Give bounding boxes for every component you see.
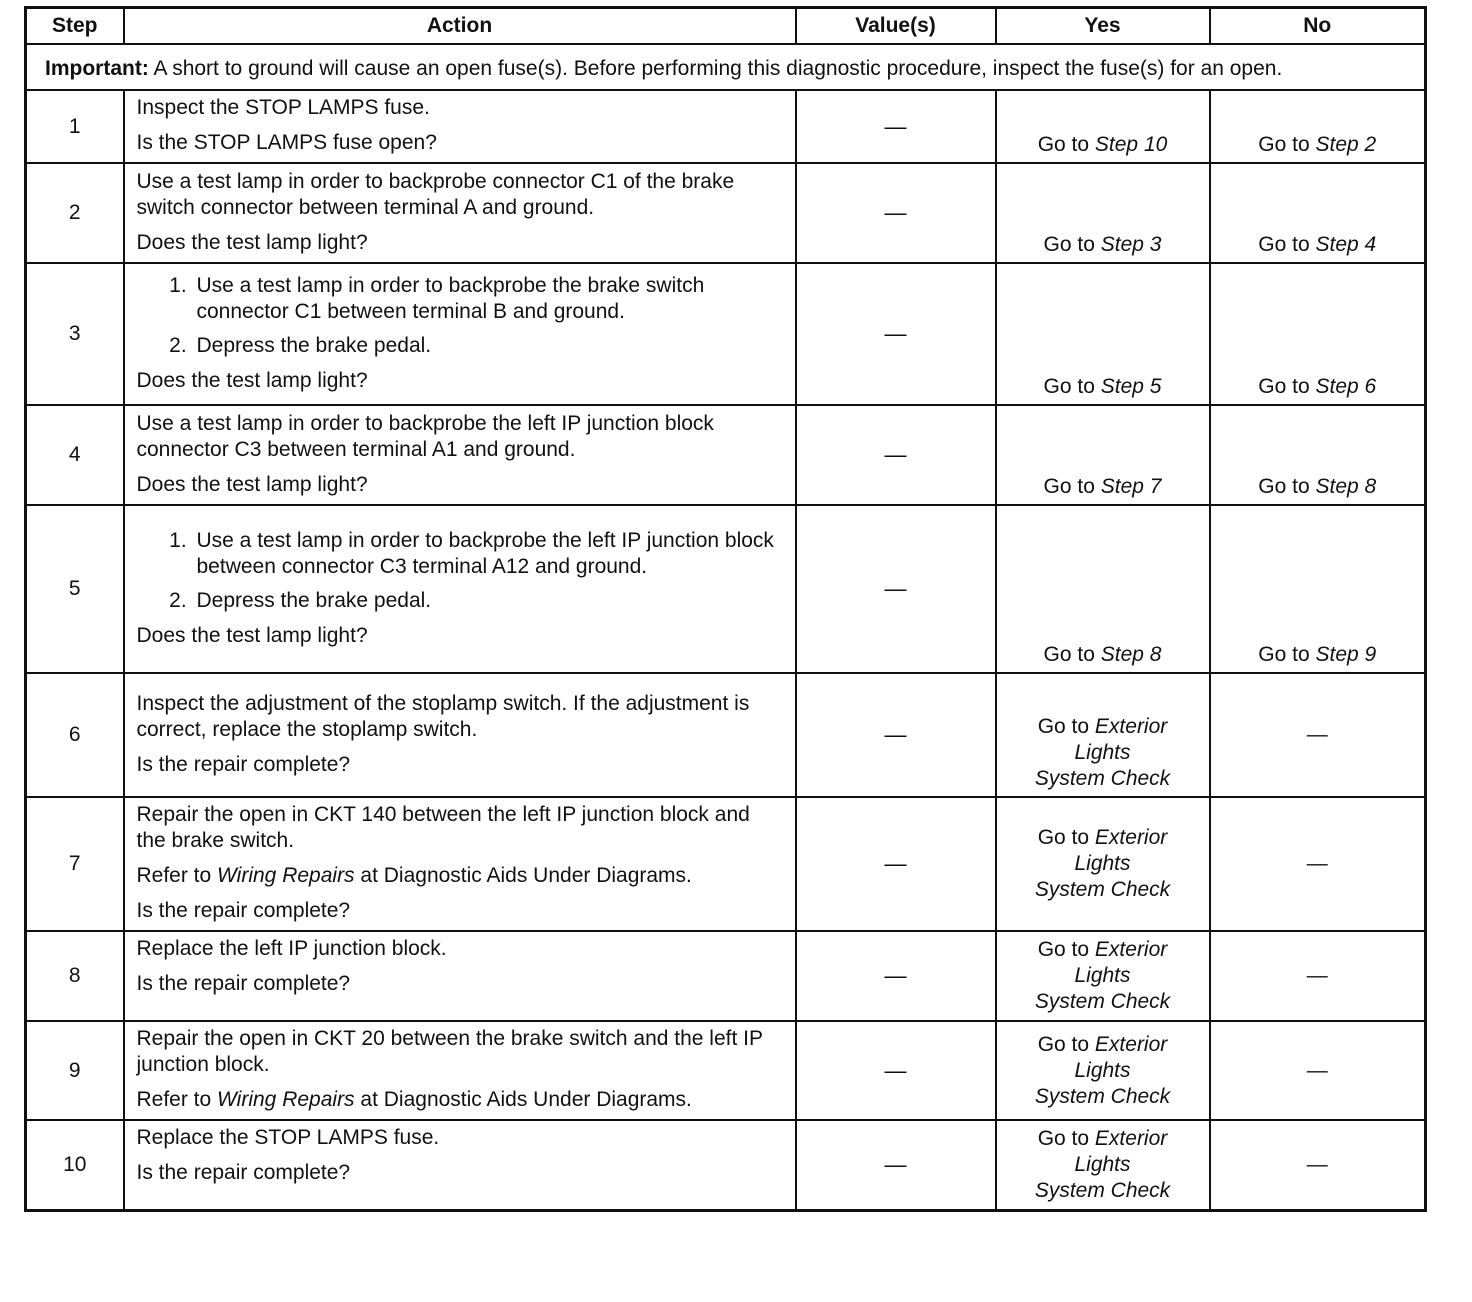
action-question: Is the repair complete? [136,752,351,776]
goto-text: Go to [1258,643,1310,666]
step-number: 10 [26,1120,124,1210]
action-cell [124,505,796,673]
value-cell: — [796,263,996,405]
no-cell: — [1210,673,1426,797]
value-cell: — [796,1120,996,1210]
step-number: 3 [26,263,124,405]
substep-item: 2. Depress the brake pedal. [193,588,785,614]
goto-text: Go to [1037,715,1090,738]
action-text: Repair the open in CKT 20 between the brake switch and the left IP junction block. [136,1027,763,1076]
action-cell [124,263,796,405]
goto-text: Go to [1258,475,1310,498]
action-question: Is the repair complete? [136,899,351,922]
action-text: Use a test lamp in order to backprobe the left IP junction block connector C3 between terminal A1 and ground. [136,411,714,461]
action-cell [124,90,796,163]
header-action: Action [124,8,796,45]
action-cell [124,405,796,505]
action-cell [124,163,796,263]
goto-target: Exterior [1094,938,1168,961]
step-number: 2 [26,163,124,263]
value-cell: — [796,505,996,673]
value-cell: — [796,797,996,931]
step-number: 4 [26,405,124,505]
action-cell [124,673,796,797]
goto-text: Go to [1037,1126,1090,1150]
action-cell [124,797,796,931]
table-row [26,1120,1426,1210]
goto-target: Step 7 [1100,475,1162,498]
no-cell: — [1210,931,1426,1021]
goto-text: Go to [1043,375,1095,398]
action-question: Is the repair complete? [136,1161,351,1184]
value-cell: — [796,405,996,505]
goto-target: Step 3 [1100,233,1162,256]
goto-text: Go to [1037,133,1090,156]
substep-item: 2. Depress the brake pedal. [193,333,785,359]
important-note [26,44,1426,90]
yes-cell [996,797,1210,931]
goto-target: System Check [1034,990,1171,1013]
header-values: Value(s) [796,8,996,45]
step-number: 8 [26,931,124,1021]
table-row [26,263,1426,405]
yes-cell [996,1120,1210,1210]
action-question: Is the STOP LAMPS fuse open? [136,131,437,154]
table-row [26,405,1426,505]
table-row [26,797,1426,931]
yes-cell [996,673,1210,797]
no-cell: — [1210,797,1426,931]
goto-target: System Check [1034,1178,1171,1202]
goto-target: Step 10 [1094,133,1168,156]
table-row [26,931,1426,1021]
header-yes: Yes [996,8,1210,45]
yes-cell [996,90,1210,163]
action-text: Inspect the STOP LAMPS fuse. [136,96,430,119]
goto-text: Go to [1037,826,1090,849]
goto-target: Lights [1074,1152,1131,1176]
goto-target: Step 5 [1100,375,1162,398]
refer-link: Wiring Repairs [217,1088,355,1111]
goto-target: Step 4 [1315,233,1377,256]
goto-target: Exterior [1094,1032,1168,1056]
value-cell: — [796,90,996,163]
no-cell [1210,263,1426,405]
action-question: Does the test lamp light? [136,472,368,496]
table-row [26,90,1426,163]
action-cell [124,1120,796,1210]
goto-target: System Check [1034,1084,1171,1108]
step-number: 6 [26,673,124,797]
header-no: No [1210,8,1426,45]
yes-cell [996,405,1210,505]
action-text: Use a test lamp in order to backprobe connector C1 of the brake switch connector between terminal A and ground. [136,169,735,219]
value-cell: — [796,163,996,263]
step-number: 7 [26,797,124,931]
diagnostic-table [24,6,1427,1212]
action-text: Inspect the adjustment of the stoplamp switch. If the adjustment is correct, replace the stoplamp switch. [136,691,750,741]
action-text: Replace the STOP LAMPS fuse. [136,1126,440,1149]
no-cell: — [1210,1120,1426,1210]
goto-target: Step 2 [1315,133,1377,156]
goto-target: Lights [1074,964,1131,987]
action-question: Is the repair complete? [136,972,351,995]
goto-target: System Check [1034,767,1171,790]
header-row [26,8,1426,45]
action-text: Repair the open in CKT 140 between the left IP junction block and the brake switch. [136,803,750,852]
action-cell [124,931,796,1021]
yes-cell [996,1021,1210,1120]
yes-cell [996,263,1210,405]
important-row [26,44,1426,90]
value-cell: — [796,673,996,797]
important-text: A short to ground will cause an open fuse(s). Before performing this diagnostic procedure, inspect the fuse(s) for an open. [153,57,1283,80]
table-row [26,673,1426,797]
goto-text: Go to [1258,233,1310,256]
goto-text: Go to [1043,475,1095,498]
action-question: Does the test lamp light? [136,623,368,647]
goto-text: Go to [1258,375,1310,398]
no-cell [1210,90,1426,163]
table-row [26,1021,1426,1120]
refer-post: at Diagnostic Aids Under Diagrams. [360,864,692,887]
table-row [26,163,1426,263]
substep-list [137,528,785,614]
step-number: 9 [26,1021,124,1120]
step-number: 5 [26,505,124,673]
goto-target: Step 9 [1315,643,1377,666]
substep-list [137,273,785,359]
value-cell: — [796,931,996,1021]
no-cell [1210,505,1426,673]
goto-target: Lights [1074,852,1131,875]
goto-target: Exterior [1094,715,1168,738]
action-question: Does the test lamp light? [136,368,368,392]
important-label: Important: [45,57,149,80]
table-row [26,505,1426,673]
refer-pre: Refer to [136,1088,212,1111]
goto-target: Step 8 [1315,475,1377,498]
refer-post: at Diagnostic Aids Under Diagrams. [360,1088,692,1111]
goto-target: Step 8 [1100,643,1162,666]
no-cell: — [1210,1021,1426,1120]
header-step: Step [26,8,124,45]
goto-target: Lights [1074,741,1131,764]
no-cell [1210,163,1426,263]
action-question: Does the test lamp light? [136,230,368,254]
goto-target: Step 6 [1315,375,1377,398]
goto-text: Go to [1043,233,1095,256]
goto-text: Go to [1043,643,1095,666]
goto-text: Go to [1037,1032,1090,1056]
refer-text [137,863,785,889]
goto-target: Exterior [1094,1126,1168,1150]
value-cell: — [796,1021,996,1120]
step-number: 1 [26,90,124,163]
no-cell [1210,405,1426,505]
goto-target: Exterior [1094,826,1168,849]
yes-cell [996,931,1210,1021]
goto-text: Go to [1258,133,1310,156]
yes-cell [996,505,1210,673]
action-text: Replace the left IP junction block. [136,937,447,960]
refer-link: Wiring Repairs [217,864,355,887]
goto-target: Lights [1074,1058,1131,1082]
substep-item: 1. Use a test lamp in order to backprobe the left IP junction block between connector C3 terminal A12 and ground. [193,528,785,580]
yes-cell [996,163,1210,263]
goto-text: Go to [1037,938,1090,961]
refer-text [137,1087,785,1113]
action-cell [124,1021,796,1120]
refer-pre: Refer to [136,864,212,887]
goto-target: System Check [1034,878,1171,901]
substep-item: 1. Use a test lamp in order to backprobe the brake switch connector C1 between terminal B and ground. [193,273,785,325]
